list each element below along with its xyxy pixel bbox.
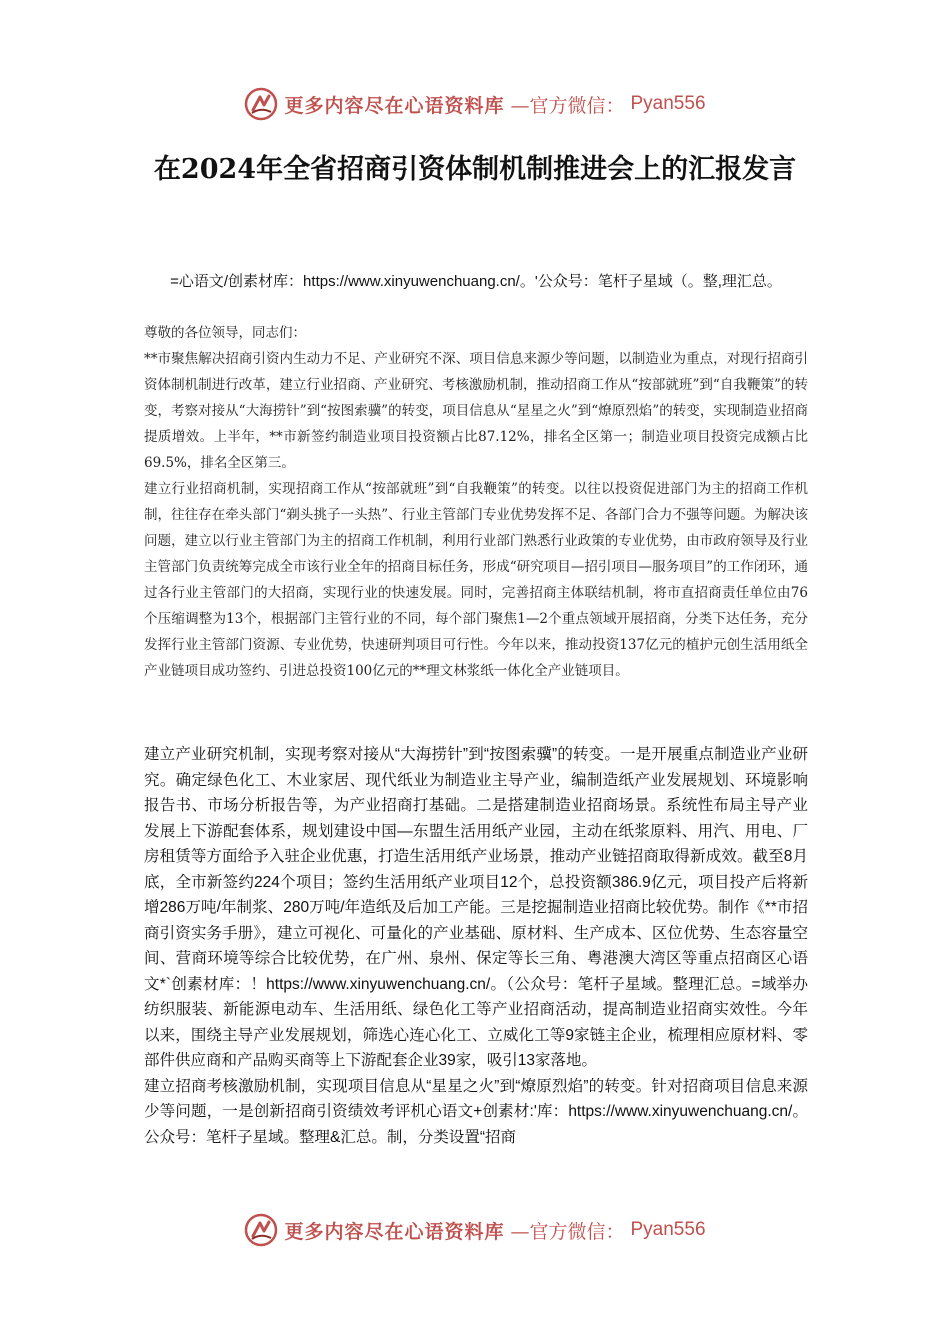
paragraph: **市聚焦解决招商引资内生动力不足、产业研究不深、项目信息来源少等问题，以制造业为重点，对现行招商引资体制机制进行改革，建立行业招商、产业研究、考核激励机制，推动招商工作从“按部就班”到“自我鞭策”的转变，考察对接从“大海捞针”到“按图索骥”的转变，项目信息从“星星之火”到“燎原烈焰”的转变，实现制造业招商提质增效。上半年，**市新签约制造业项目投资额占比87.12%，排名全区第一；制造业项目投资完成额占比69.5%，排名全区第三。 <box>144 351 808 471</box>
greeting: 尊敬的各位领导，同志们： <box>144 325 306 341</box>
banner-text: 更多内容尽在心语资料库 <box>284 94 505 117</box>
body-section-a <box>144 320 808 684</box>
banner-wechat-id: Pyan556 <box>630 93 706 114</box>
paragraph: 建立招商考核激励机制，实现项目信息从“星星之火”到“燎原烈焰”的转变。针对招商项目信息来源少等问题，一是创新招商引资绩效考评机心语文+创素材:'库：https://www.xinyuwenchuang.cn/。公众号：笔杆子星域。整理&汇总。制，分类设置“招商 <box>144 1077 808 1146</box>
paragraph: 建立行业招商机制，实现招商工作从“按部就班”到“自我鞭策”的转变。以往以投资促进部门为主的招商工作机制，往往存在牵头部门“剃头挑子一头热”、行业主管部门专业优势发挥不足、各部门合力不强等问题。为解决该问题，建立以行业主管部门为主的招商工作机制，利用行业部门熟悉行业政策的专业优势，由市政府领导及行业主管部门负责统筹完成全市该行业全年的招商目标任务，形成“研究项目—招引项目—服务项目”的工作闭环，通过各行业主管部门的大招商，实现行业的快速发展。同时，完善招商主体联结机制，将市直招商责任单位由76个压缩调整为13个，根据部门主管行业的不同，每个部门聚焦1—2个重点领域开展招商，分类下达任务，充分发挥行业主管部门资源、专业优势，快速研判项目可行性。今年以来，推动投资137亿元的植护元创生活用纸全产业链项目成功签约、引进总投资100亿元的**理文林浆纸一体化全产业链项目。 <box>144 481 808 679</box>
body-section-b <box>144 742 808 1150</box>
document-title: 在2024年全省招商引资体制机制推进会上的汇报发言 <box>153 154 797 185</box>
banner-wechat-id: Pyan556 <box>630 1219 706 1240</box>
library-logo-icon <box>244 87 278 121</box>
footer-banner <box>0 1208 950 1252</box>
library-logo-icon <box>244 1213 278 1247</box>
header-banner <box>0 82 950 126</box>
banner-separator: —官方微信： <box>510 1220 625 1243</box>
banner-text: 更多内容尽在心语资料库 <box>284 1220 505 1243</box>
banner-separator: —官方微信： <box>510 94 625 117</box>
paragraph: 建立产业研究机制，实现考察对接从“大海捞针”到“按图索骥”的转变。一是开展重点制造业产业研究。确定绿色化工、木业家居、现代纸业为制造业主导产业，编制造纸产业发展规划、环境影响报告书、市场分析报告等，为产业招商打基础。二是搭建制造业招商场景。系统性布局主导产业发展上下游配套体系，规划建设中国—东盟生活用纸产业园，主动在纸浆原料、用汽、用电、厂房租赁等方面给予入驻企业优惠，打造生活用纸产业场景，推动产业链招商取得新成效。截至8月底，全市新签约224个项目；签约生活用纸产业项目12个，总投资额386.9亿元，项目投产后将新增286万吨/年制浆、280万吨/年造纸及后加工产能。三是挖掘制造业招商比较优势。制作《**市招商引资实务手册》，建立可视化、可量化的产业基础、原材料、生产成本、区位优势、生态容量空间、营商环境等综合比较优势，在广州、泉州、保定等长三角、粤港澳大湾区等重点招商区心语文*`创素材库：！https://www.xinyuwenchuang.cn/。（公众号：笔杆子星域。整理汇总。=域举办纺织服装、新能源电动车、生活用纸、绿色化工等产业招商活动，提高制造业招商实效性。今年以来，围绕主导产业发展规划，筛选心连心化工、立威化工等9家链主企业，梳理相应原材料、零部件供应商和产品购买商等上下游配套企业39家，吸引13家落地。 <box>144 746 808 1069</box>
source-line: =心语文/创素材库：https://www.xinyuwenchuang.cn/。'公众号：笔杆子星域（。整,理汇总。 <box>170 273 782 290</box>
